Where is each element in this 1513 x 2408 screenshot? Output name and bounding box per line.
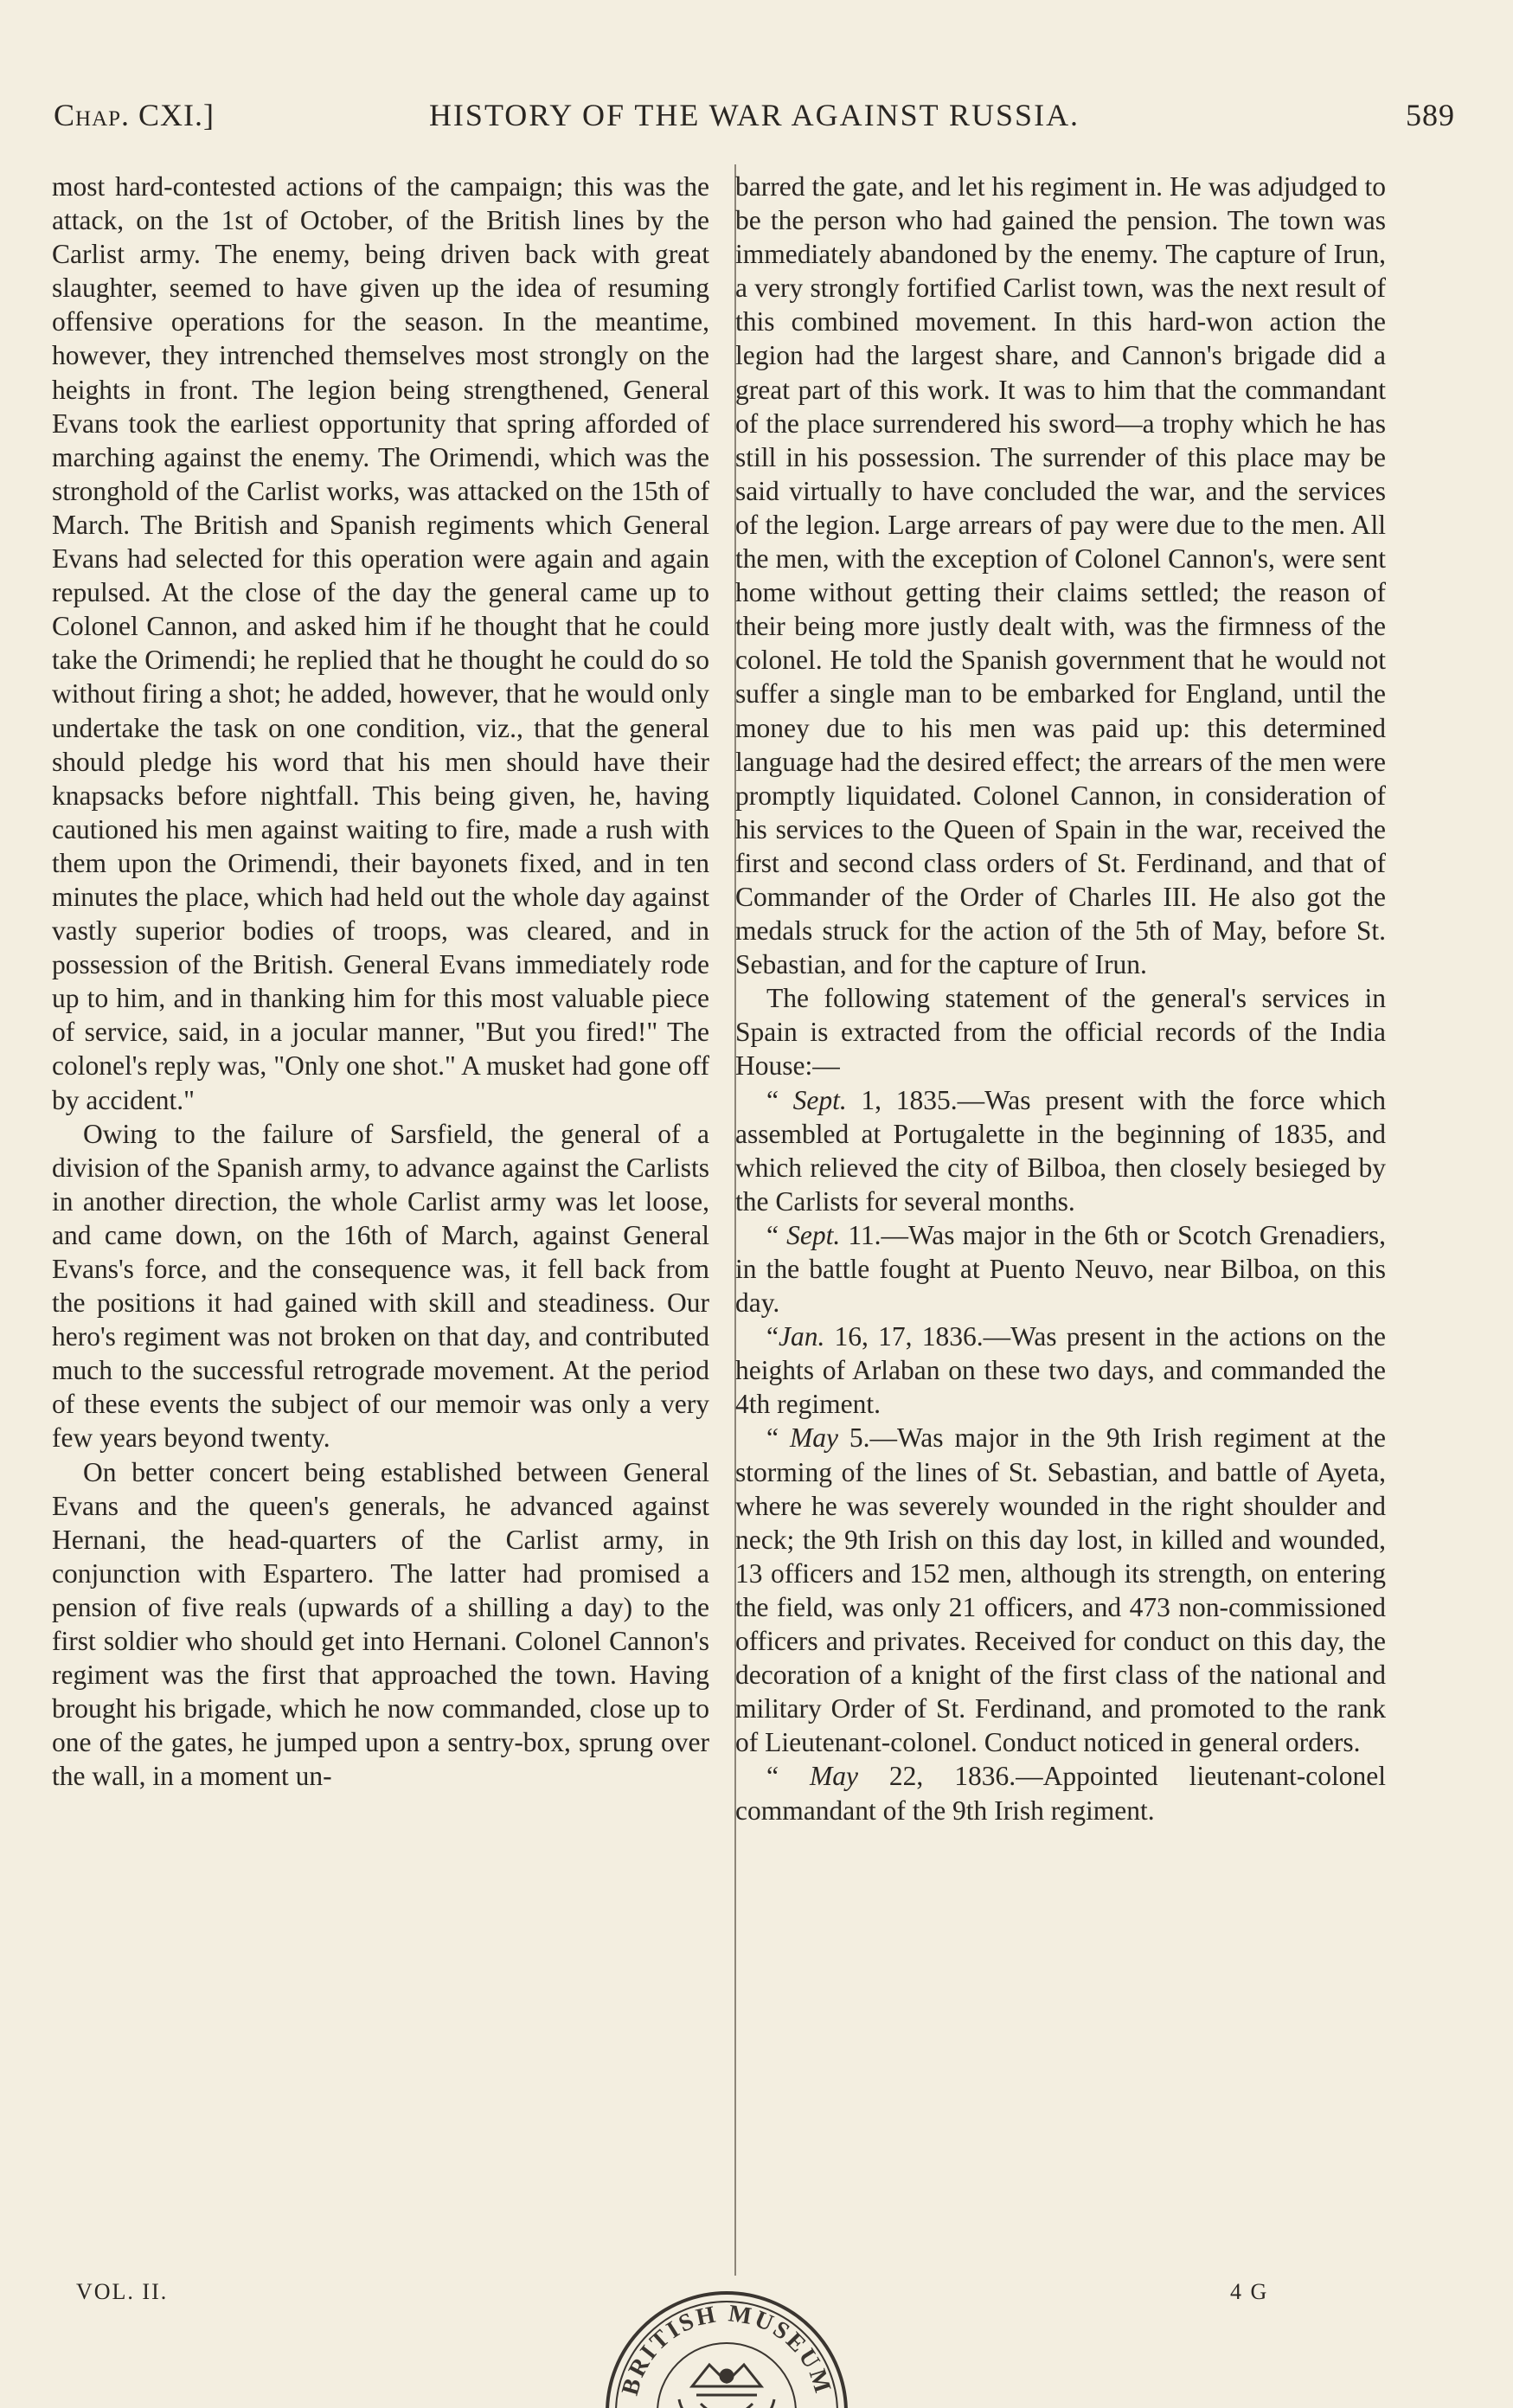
entry-date: Sept.: [786, 1219, 841, 1250]
entry-text: 16, 17, 1836.—Was present in the actions on the heights of Arlaban on these two days, and commanded the 4th regiment.: [735, 1321, 1386, 1420]
running-head: [54, 97, 1455, 149]
page-title: HISTORY OF THE WAR AGAINST RUSSIA.: [428, 98, 1080, 132]
service-record-entry: “ Sept. 1, 1835.—Was present with the force which assembled at Portugalette in the beginning of 1835, and which relieved the city of Bilboa, then closely besieged by the Carlists for several months.: [735, 1084, 1386, 1217]
paragraph: barred the gate, and let his regiment in. He was adjudged to be the person who had gained the pension. The town was immediately abandoned by the enemy. The capture of Irun, a very strongly fortified Carlist town, was the next result of this combined movement. In this hard-won action the legion had the largest share, and Cannon's brigade did a great part of this work. It was to him that the commandant of the place surrendered his sword—a trophy which he has still in his possession. The surrender of this place may be said virtually to have concluded the war, and the services of the legion. Large arrears of pay were due to the men. All the men, with the exception of Colonel Cannon's, were sent home without getting their claims settled; the reason of their being more justly dealt with, was the firmness of the colonel. He told the Spanish government that he would not suffer a single man to be embarked for England, until the money due to his men was paid up: this determined language had the desired effect; the arrears of the men were promptly liquidated. Colonel Cannon, in consideration of his services to the Queen of Spain in the war, received the first and second class orders of St. Ferdinand, and that of Commander of the Order of Charles III. He also got the medals struck for the action of the 5th of May, before St. Sebastian, and for the capture of Irun.: [735, 171, 1386, 980]
entry-text: 22, 1836.—Appointed lieutenant-colonel commandant of the 9th Irish regiment.: [735, 1761, 1387, 1826]
signature-mark: 4 G: [1230, 2279, 1269, 2304]
service-record-entry: “Jan. 16, 17, 1836.—Was present in the actions on the heights of Arlaban on these two days, and commanded the 4th regiment.: [735, 1321, 1386, 1420]
entry-text: 5.—Was major in the 9th Irish regiment at the storming of the lines of St. Sebastian, and battle of Ayeta, where he was severely wounded in the right shoulder and neck; the 9th Irish on this day lost, in killed and wounded, 13 officers and 152 men, although its strength, on entering the field, was only 21 officers, and 473 non-commissioned officers and privates. Received for conduct on this day, the decoration of a knight of the first class of the national and military Order of St. Ferdinand, and promoted to the rank of Lieutenant-colonel. Conduct noticed in general orders.: [735, 1422, 1386, 1758]
page-number: 589: [1406, 98, 1455, 132]
entry-date: May: [789, 1422, 838, 1454]
library-stamp: [597, 2283, 856, 2408]
service-record-entry: “ May 22, 1836.—Appointed lieutenant-colonel commandant of the 9th Irish regiment.: [735, 1761, 1387, 1826]
paragraph: The following statement of the general's services in Spain is extracted from the official records of the India House:—: [735, 983, 1386, 1082]
entry-text: 11.—Was major in the 6th or Scotch Grenadiers, in the battle fought at Puento Neuvo, near Bilboa, on this day.: [735, 1219, 1386, 1319]
paragraph: Owing to the failure of Sarsfield, the general of a division of the Spanish army, to advance against the Carlists in another direction, the whole Carlist army was let loose, and came down, on the 16th of March, against General Evans's force, and the consequence was, it fell back from the positions it had gained with skill and steadiness. Our hero's regiment was not broken on that day, and contributed much to the successful retrograde movement. At the period of these events the subject of our memoir was only a very few years beyond twenty.: [52, 1118, 709, 1454]
paragraph: On better concert being established between General Evans and the queen's generals, he advanced against Hernani, the head-quarters of the Carlist army, in conjunction with Espartero. The latter had promised a pension of five reals (upwards of a shilling a day) to the first soldier who should get into Hernani. Colonel Cannon's regiment was the first that approached the town. Having brought his brigade, which he now commanded, close up to one of the gates, he jumped upon a sentry-box, sprung over the wall, in a moment un-: [52, 1456, 709, 1792]
entry-date: Sept.: [792, 1084, 847, 1115]
service-record-entry: “ May 5.—Was major in the 9th Irish regiment at the storming of the lines of St. Sebastian, and battle of Ayeta, where he was severely wounded in the right shoulder and neck; the 9th Irish on this day lost, in killed and wounded, 13 officers and 152 men, although its strength, on entering the field, was only 21 officers, and 473 non-commissioned officers and privates. Received for conduct on this day, the decoration of a knight of the first class of the national and military Order of St. Ferdinand, and promoted to the rank of Lieutenant-colonel. Conduct noticed in general orders.: [735, 1422, 1386, 1758]
entry-date: May: [809, 1761, 858, 1792]
left-column: [52, 170, 709, 1794]
volume-marker: VOL. II.: [76, 2279, 169, 2304]
entry-date: Jan.: [778, 1321, 825, 1352]
service-record-entry: “ Sept. 11.—Was major in the 6th or Scotch Grenadiers, in the battle fought at Puento Neuvo, near Bilboa, on this day.: [735, 1219, 1386, 1319]
right-column: [735, 170, 1386, 1827]
stamp-text: BRITISH MUSEUM: [616, 2300, 837, 2398]
paragraph: most hard-contested actions of the campaign; this was the attack, on the 1st of October, of the British lines by the Carlist army. The enemy, being driven back with great slaughter, seemed to have given up the idea of resuming offensive operations for the season. In the meantime, however, they intrenched themselves most strongly on the heights in front. The legion being strengthened, General Evans took the earliest opportunity that spring afforded of marching against the enemy. The Orimendi, which was the stronghold of the Carlist works, was attacked on the 15th of March. The British and Spanish regiments which General Evans had selected for this operation were again and again repulsed. At the close of the day the general came up to Colonel Cannon, and asked him if he thought that he could take the Orimendi; he replied that he thought he could do so without firing a shot; he added, however, that he would only undertake the task on one condition, viz., that the general should pledge his word that his men should have their knapsacks before nightfall. This being given, he, having cautioned his men against waiting to fire, made a rush with them upon the Orimendi, their bayonets fixed, and in ten minutes the place, which had held out the whole day against vastly superior bodies of troops, was cleared, and in possession of the British. General Evans immediately rode up to him, and in thanking him for this most valuable piece of service, said, in a jocular manner, "But you fired!" The colonel's reply was, "Only one shot." A musket had gone off by accident.": [52, 171, 709, 1115]
entry-text: 1, 1835.—Was present with the force which assembled at Portugalette in the beginning of 1835, and which relieved the city of Bilboa, then closely besieged by the Carlists for several months.: [735, 1084, 1386, 1217]
chapter-heading: Chap. CXI.]: [54, 98, 215, 132]
stamp-seal-icon: [597, 2283, 856, 2408]
